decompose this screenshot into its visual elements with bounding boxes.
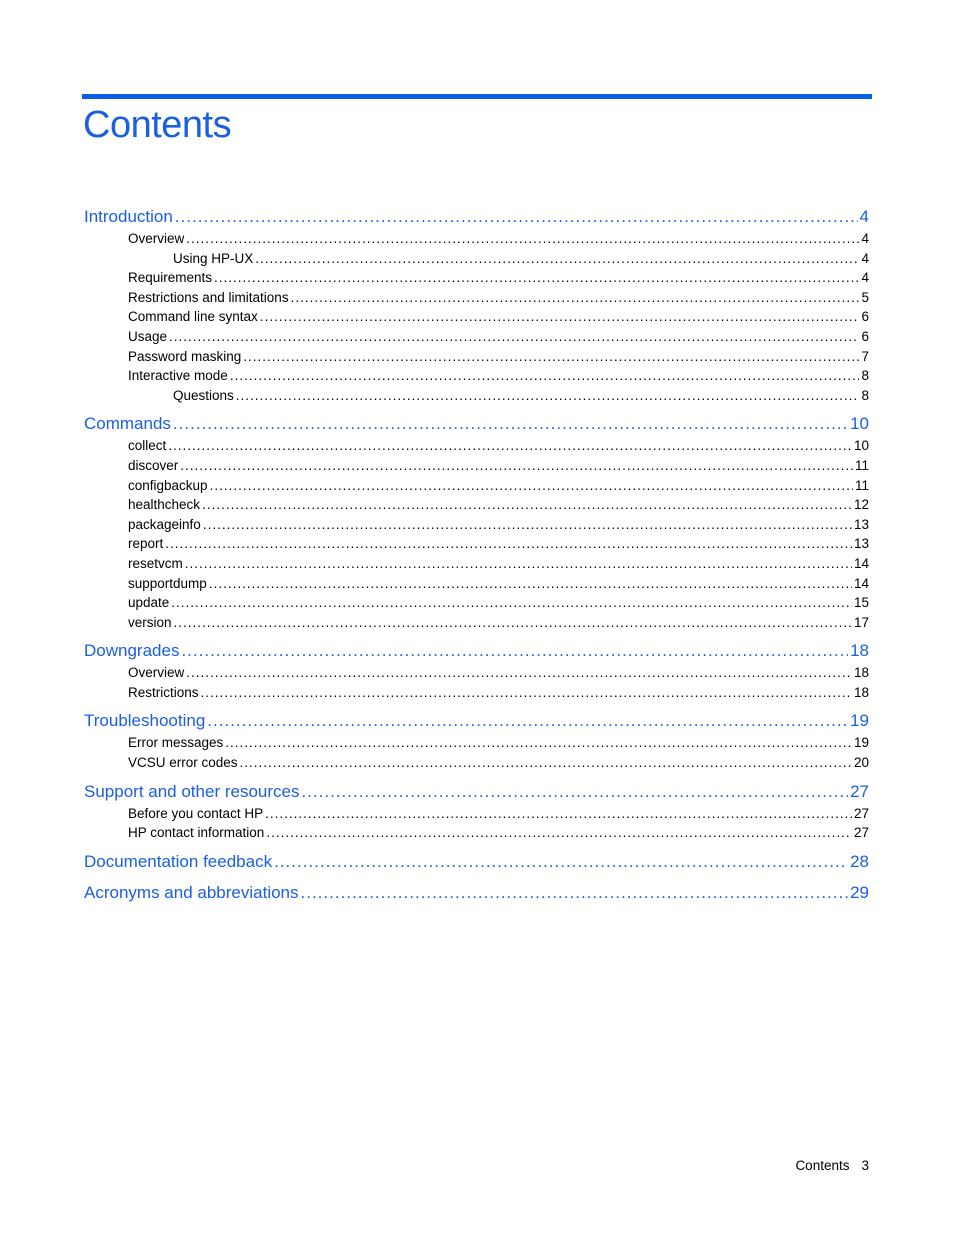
toc-entry-page: 18 [853, 665, 869, 681]
toc-entry[interactable] [84, 476, 869, 496]
toc-entry-page: 27 [853, 805, 869, 821]
toc-entry-label: Restrictions and limitations [128, 289, 289, 305]
toc-chapter[interactable] [84, 639, 869, 663]
toc-chapter[interactable] [84, 709, 869, 733]
toc-entry[interactable] [84, 288, 869, 308]
toc-entry-label: Command line syntax [128, 309, 258, 325]
toc-entry-label: report [128, 536, 164, 552]
toc-leader-dots [210, 476, 853, 496]
toc-entry-label: version [128, 614, 172, 630]
toc-entry-label: Error messages [128, 735, 224, 751]
toc-entry-page: 20 [853, 755, 869, 771]
toc-leader-dots [301, 881, 849, 905]
toc-leader-dots [236, 386, 860, 406]
toc-entry-label: Password masking [128, 348, 242, 364]
toc-entry-label: discover [128, 457, 179, 473]
toc-entry[interactable] [84, 347, 869, 367]
toc-entry-page: 18 [850, 641, 869, 661]
toc-entry[interactable] [84, 515, 869, 535]
toc-entry[interactable] [84, 534, 869, 554]
toc-leader-dots [203, 515, 852, 535]
toc-entry[interactable] [84, 386, 869, 406]
toc-leader-dots [265, 804, 852, 824]
toc-entry-page: 17 [853, 614, 869, 630]
toc-entry-label: supportdump [128, 575, 207, 591]
toc-entry[interactable] [84, 574, 869, 594]
toc-entry[interactable] [84, 229, 869, 249]
toc-entry-label: Interactive mode [128, 368, 228, 384]
toc-leader-dots [214, 268, 859, 288]
toc-entry[interactable] [84, 663, 869, 683]
toc-entry[interactable] [84, 823, 869, 843]
toc-leader-dots [291, 288, 860, 308]
toc-leader-dots [175, 205, 858, 229]
header-rule [82, 94, 872, 99]
page-title: Contents [83, 104, 232, 146]
toc-leader-dots [186, 663, 852, 683]
toc-entry[interactable] [84, 366, 869, 386]
toc-entry-page: 10 [853, 438, 869, 454]
toc-entry-label: Restrictions [128, 684, 199, 700]
toc-entry[interactable] [84, 268, 869, 288]
toc-entry-page: 27 [853, 825, 869, 841]
toc-entry-label: Introduction [84, 207, 173, 226]
toc-entry-label: collect [128, 438, 167, 454]
toc-leader-dots [274, 850, 848, 874]
toc-entry-label: Overview [128, 231, 185, 246]
toc-entry-page: 12 [853, 497, 869, 513]
toc-leader-dots [202, 495, 852, 515]
toc-entry-label: Overview [128, 665, 185, 681]
table-of-contents [84, 205, 869, 905]
toc-entry-page: 29 [850, 882, 869, 902]
toc-leader-dots [207, 709, 848, 733]
toc-entry-page: 8 [861, 368, 869, 384]
toc-entry-page: 11 [854, 457, 869, 473]
toc-entry-page: 19 [850, 711, 869, 731]
toc-entry-label: Downgrades [84, 641, 180, 661]
toc-entry-page: 15 [853, 595, 869, 611]
toc-leader-dots [260, 307, 860, 327]
toc-chapter[interactable] [84, 780, 869, 804]
toc-entry-page: 27 [850, 781, 869, 801]
toc-entry-page: 28 [850, 851, 869, 871]
toc-entry-page: 18 [853, 684, 869, 700]
toc-entry-page: 13 [853, 536, 869, 552]
toc-entry-page: 14 [853, 555, 869, 571]
page-footer [795, 1158, 869, 1173]
toc-leader-dots [169, 327, 859, 347]
toc-entry[interactable] [84, 613, 869, 633]
toc-entry-page: 4 [861, 270, 869, 286]
toc-entry-label: Using HP-UX [173, 250, 254, 266]
toc-leader-dots [165, 534, 852, 554]
toc-entry-page: 10 [850, 414, 869, 434]
toc-leader-dots [186, 229, 859, 249]
toc-entry[interactable] [84, 307, 869, 327]
toc-chapter[interactable] [84, 850, 869, 874]
toc-leader-dots [225, 733, 852, 753]
toc-entry-page: 4 [859, 207, 869, 226]
toc-entry-label: Usage [128, 328, 168, 344]
toc-chapter[interactable] [84, 881, 869, 905]
toc-entry-page: 6 [861, 309, 869, 325]
toc-chapter[interactable] [84, 412, 869, 436]
toc-leader-dots [201, 683, 852, 703]
toc-entry-label: update [128, 595, 170, 611]
toc-entry-page: 19 [853, 735, 869, 751]
toc-entry-page: 7 [861, 348, 869, 364]
toc-leader-dots [181, 639, 848, 663]
toc-entry-page: 5 [861, 289, 869, 305]
toc-entry[interactable] [84, 683, 869, 703]
toc-entry-page: 13 [853, 516, 869, 532]
toc-entry-label: Support and other resources [84, 781, 300, 801]
toc-entry-label: Before you contact HP [128, 805, 264, 821]
toc-entry-label: Documentation feedback [84, 851, 273, 871]
toc-entry-label: packageinfo [128, 516, 201, 532]
toc-entry-label: Requirements [128, 270, 213, 286]
toc-entry-page: 11 [854, 477, 869, 493]
toc-entry[interactable] [84, 495, 869, 515]
toc-leader-dots [173, 412, 848, 436]
toc-leader-dots [168, 436, 852, 456]
toc-entry-page: 14 [853, 575, 869, 591]
toc-entry[interactable] [84, 753, 869, 773]
toc-entry[interactable] [84, 327, 869, 347]
toc-leader-dots [243, 347, 859, 367]
toc-entry-label: Questions [173, 387, 234, 403]
toc-entry[interactable] [84, 593, 869, 613]
toc-entry-page: 4 [861, 250, 869, 266]
toc-leader-dots [266, 823, 852, 843]
toc-entry-page: 4 [861, 231, 869, 246]
toc-leader-dots [174, 613, 852, 633]
toc-chapter[interactable] [84, 205, 869, 229]
toc-entry-page: 8 [861, 387, 869, 403]
toc-leader-dots [185, 554, 852, 574]
toc-leader-dots [255, 249, 859, 269]
toc-entry-label: resetvcm [128, 555, 183, 571]
toc-leader-dots [301, 780, 848, 804]
toc-entry[interactable] [84, 733, 869, 753]
toc-entry[interactable] [84, 554, 869, 574]
toc-leader-dots [230, 366, 860, 386]
toc-entry-label: configbackup [128, 477, 208, 493]
toc-entry-label: healthcheck [128, 497, 201, 513]
toc-entry-label: VCSU error codes [128, 755, 238, 771]
toc-entry-label: Acronyms and abbreviations [84, 882, 299, 902]
toc-leader-dots [171, 593, 852, 613]
toc-entry-label: Commands [84, 414, 171, 434]
toc-leader-dots [240, 753, 852, 773]
toc-entry-label: HP contact information [128, 825, 265, 841]
toc-entry-page: 6 [861, 328, 869, 344]
toc-leader-dots [209, 574, 852, 594]
toc-entry-label: Troubleshooting [84, 711, 206, 731]
toc-entry[interactable] [84, 249, 869, 269]
toc-entry[interactable] [84, 436, 869, 456]
toc-entry[interactable] [84, 456, 869, 476]
footer-page-number: 3 [861, 1158, 869, 1173]
toc-entry[interactable] [84, 804, 869, 824]
toc-leader-dots [180, 456, 853, 476]
footer-section: Contents [795, 1158, 850, 1173]
